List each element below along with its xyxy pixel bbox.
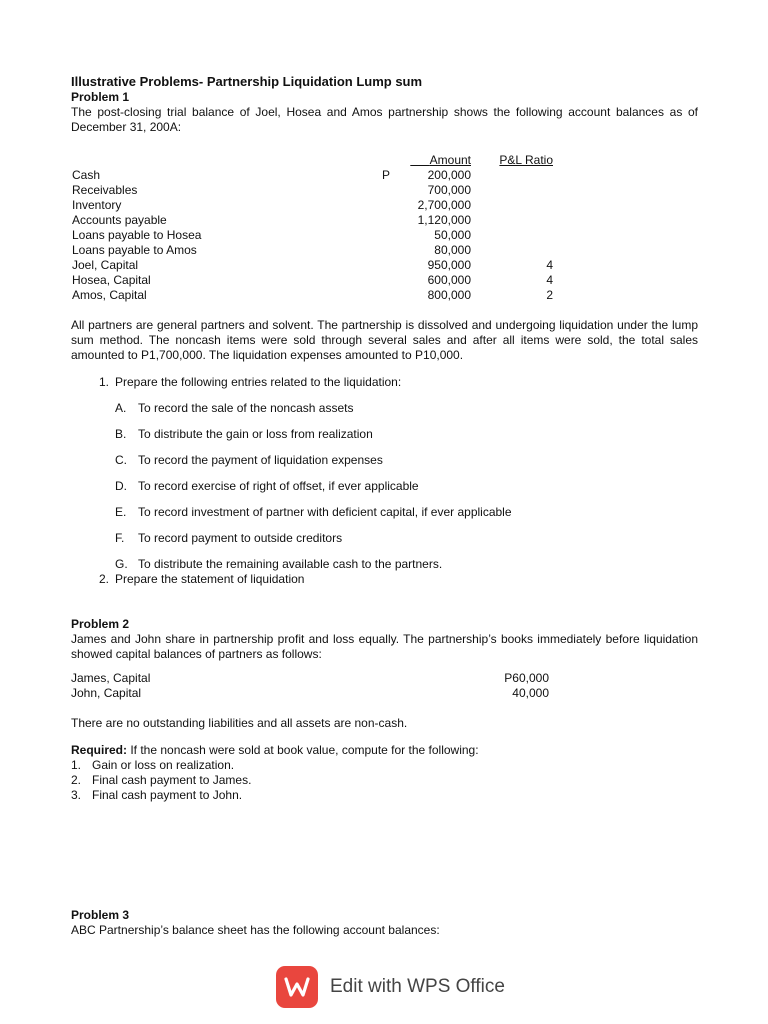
problem-3-title: Problem 3: [71, 908, 130, 922]
step-1: [71, 375, 698, 401]
document-page: [71, 74, 698, 938]
currency-symbol: [382, 273, 394, 288]
account-name: Receivables: [72, 183, 138, 197]
step-2-number: 2.: [98, 572, 109, 586]
problem-3-intro: ABC Partnership’s balance sheet has the following account balances:: [71, 923, 440, 937]
step-2: [71, 572, 698, 587]
subitem-text: To distribute the gain or loss from realization: [138, 427, 373, 441]
currency-symbol: [382, 288, 394, 303]
capital-name: John, Capital: [71, 686, 142, 700]
account-name: Inventory: [72, 198, 122, 212]
account-amount: 200,000: [427, 168, 471, 182]
problem-2-intro: James and John share in partnership profit and loss equally. The partnership’s books immediately before liquidation showed capital balances of partners as follows:: [71, 632, 698, 661]
subitem-text: To record the payment of liquidation expenses: [138, 453, 383, 467]
account-name: Loans payable to Hosea: [72, 228, 202, 242]
wps-edit-text[interactable]: Edit with WPS Office: [330, 976, 505, 997]
trial-balance-row: [71, 273, 556, 288]
account-amount: 80,000: [434, 243, 471, 257]
account-name: Cash: [72, 168, 101, 182]
entry-subitem: [115, 401, 698, 427]
trial-balance-row: [71, 258, 556, 273]
problem-2-title: Problem 2: [71, 617, 130, 631]
entry-subitem: [115, 505, 698, 531]
account-name: Loans payable to Amos: [72, 243, 197, 257]
account-amount: 600,000: [427, 273, 471, 287]
trial-balance-row: [71, 243, 556, 258]
subitem-text: To record investment of partner with deficient capital, if ever applicable: [138, 505, 512, 519]
problem-1-paragraph: All partners are general partners and solvent. The partnership is dissolved and undergoing liquidation under the lump sum method. The noncash items were sold through several sales and after all items were sold, the total sales amounted to P1,700,000. The liquidation expenses amounted to P10,000.: [71, 318, 698, 362]
required-item-text: Final cash payment to James.: [92, 773, 252, 787]
subitem-letter: G.: [115, 557, 128, 571]
trial-balance-row: [71, 183, 556, 198]
required-item: [71, 788, 698, 803]
currency-symbol: [382, 213, 394, 228]
trial-balance-header: [71, 153, 556, 168]
entry-subitem: [115, 479, 698, 505]
pl-ratio: 4: [546, 258, 553, 272]
subitem-letter: F.: [115, 531, 125, 545]
subitem-text: To distribute the remaining available cash to the partners.: [138, 557, 443, 571]
required-label: Required:: [71, 743, 128, 757]
required-text: If the noncash were sold at book value, compute for the following:: [127, 743, 479, 757]
capital-row: [71, 671, 549, 686]
entry-subitem: [115, 427, 698, 453]
currency-symbol: P: [382, 168, 391, 182]
page-heading: Illustrative Problems- Partnership Liquidation Lump sum: [71, 74, 423, 89]
subitem-letter: C.: [115, 453, 127, 467]
capital-name: James, Capital: [71, 671, 151, 685]
pl-ratio: [471, 168, 556, 183]
capital-row: [71, 686, 549, 701]
amount-column-header: Amount: [429, 153, 471, 167]
capital-amount: 40,000: [512, 686, 549, 700]
trial-balance-table: [71, 153, 556, 303]
pl-ratio: [471, 198, 556, 213]
account-amount: 50,000: [434, 228, 471, 242]
account-name: Hosea, Capital: [72, 273, 151, 287]
subitem-letter: E.: [115, 505, 127, 519]
currency-symbol: [382, 228, 394, 243]
account-name: Accounts payable: [72, 213, 167, 227]
step-1-number: 1.: [98, 375, 109, 389]
wps-edit-banner[interactable]: [276, 966, 505, 1008]
entry-subitem: [115, 531, 698, 557]
currency-symbol: [382, 243, 394, 258]
pl-ratio: [471, 183, 556, 198]
problem-1-title: Problem 1: [71, 90, 130, 104]
required-item-text: Gain or loss on realization.: [92, 758, 235, 772]
pl-ratio: [471, 243, 556, 258]
subitem-letter: A.: [115, 401, 127, 415]
problem-2-items: [71, 758, 698, 803]
ratio-column-header: P&L Ratio: [499, 153, 553, 167]
capital-amount: P60,000: [504, 671, 549, 685]
account-name: Amos, Capital: [72, 288, 147, 302]
pl-ratio: 4: [546, 273, 553, 287]
required-item: [71, 773, 698, 788]
required-item: [71, 758, 698, 773]
subitem-letter: B.: [115, 427, 127, 441]
subitem-letter: D.: [115, 479, 127, 493]
subitem-text: To record payment to outside creditors: [138, 531, 343, 545]
required-item-number: 2.: [71, 773, 82, 787]
subitem-text: To record the sale of the noncash assets: [138, 401, 354, 415]
problem-1-intro: The post-closing trial balance of Joel, Hosea and Amos partnership shows the following account balances as of December 31, 200A:: [71, 105, 698, 134]
pl-ratio: [471, 228, 556, 243]
problem-2-note: There are no outstanding liabilities and all assets are non-cash.: [71, 716, 408, 730]
account-amount: 2,700,000: [417, 198, 471, 212]
problem-1-steps: [71, 375, 698, 587]
required-item-number: 1.: [71, 758, 82, 772]
step-1-text: Prepare the following entries related to the liquidation:: [115, 375, 402, 389]
currency-symbol: [382, 258, 394, 273]
account-amount: 1,120,000: [417, 213, 471, 227]
account-name: Joel, Capital: [72, 258, 139, 272]
trial-balance-row: [71, 198, 556, 213]
capital-balances-table: [71, 671, 549, 701]
required-item-number: 3.: [71, 788, 82, 802]
subitem-text: To record exercise of right of offset, if ever applicable: [138, 479, 419, 493]
pl-ratio: 2: [546, 288, 553, 302]
entry-subitem: [115, 453, 698, 479]
currency-symbol: [382, 198, 394, 213]
account-amount: 700,000: [427, 183, 471, 197]
trial-balance-row: [71, 213, 556, 228]
trial-balance-row: [71, 228, 556, 243]
trial-balance-row: [71, 288, 556, 303]
problem-2-required: [71, 743, 698, 758]
pl-ratio: [471, 213, 556, 228]
step-2-text: Prepare the statement of liquidation: [115, 572, 305, 586]
wps-logo-icon: [276, 966, 318, 1008]
required-item-text: Final cash payment to John.: [92, 788, 243, 802]
step-1-subitems: [71, 401, 698, 583]
account-amount: 800,000: [427, 288, 471, 302]
currency-symbol: [382, 183, 394, 198]
account-amount: 950,000: [427, 258, 471, 272]
trial-balance-row: [71, 168, 556, 183]
